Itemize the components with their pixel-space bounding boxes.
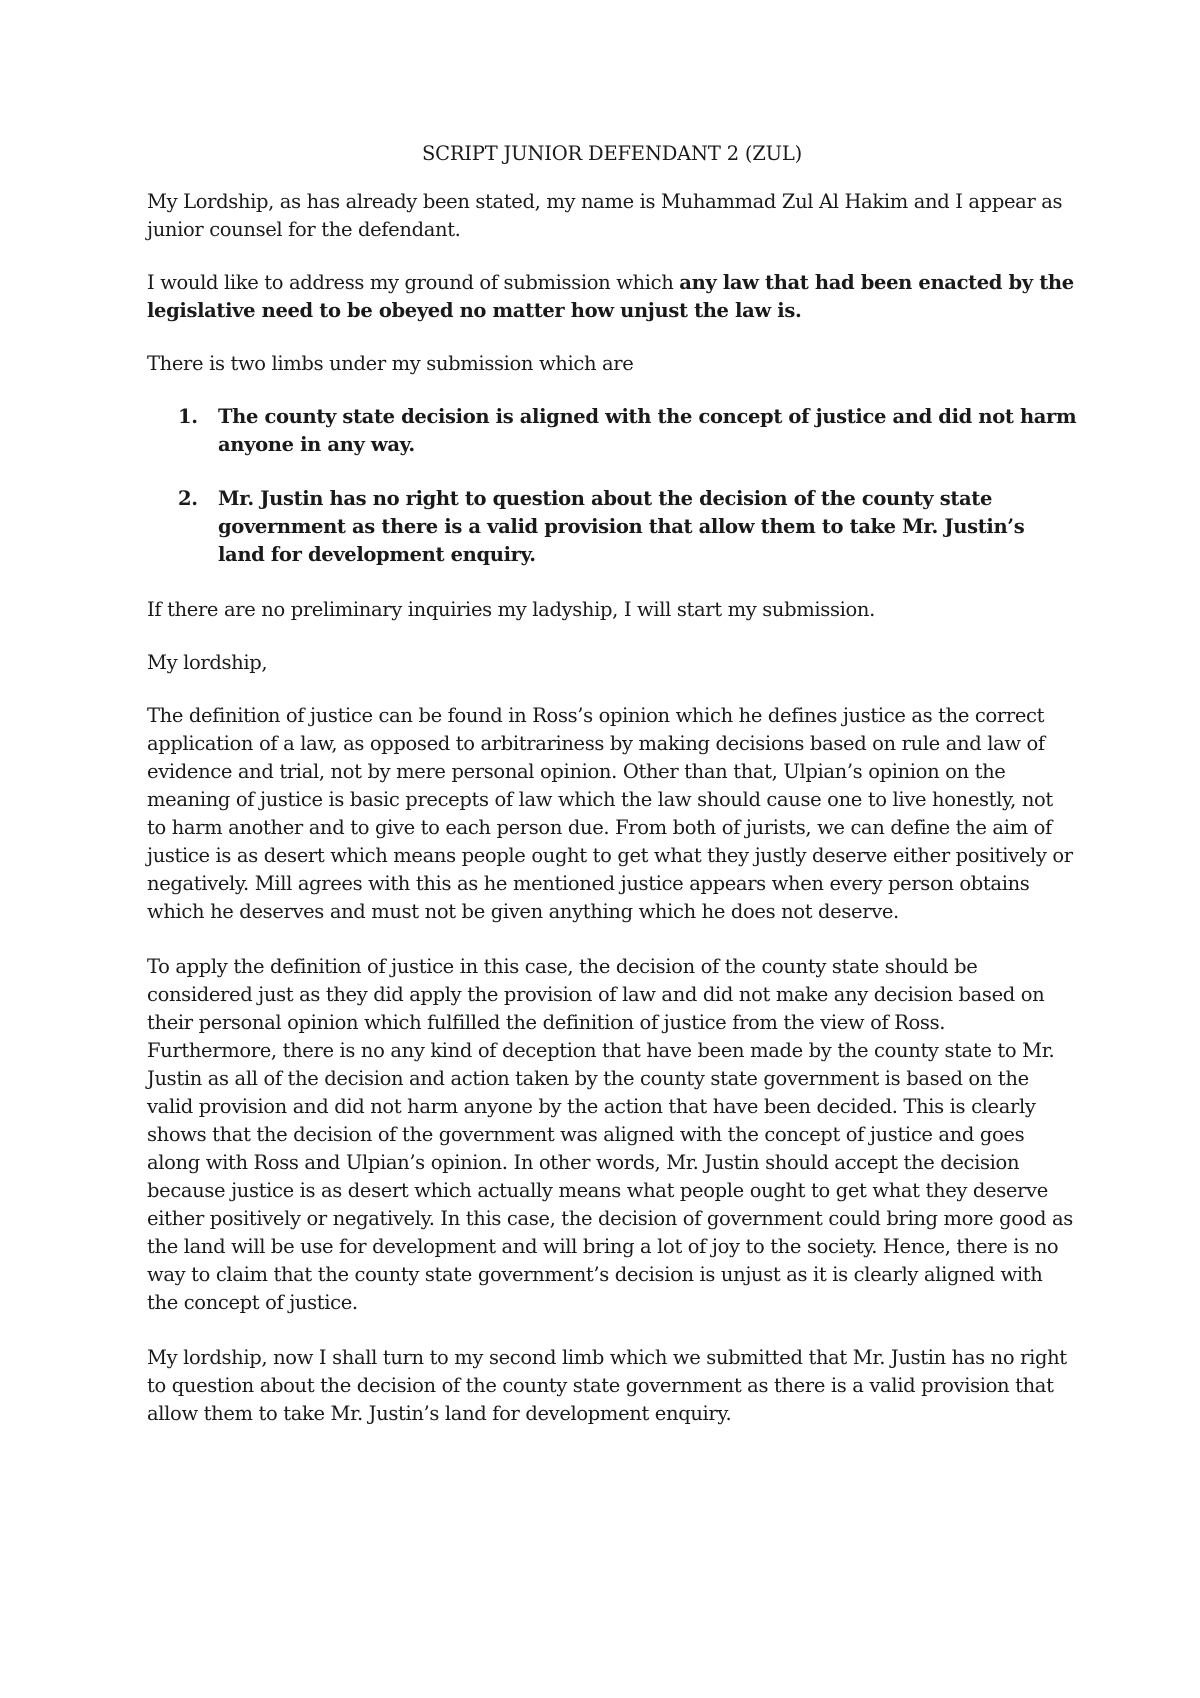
preliminary-paragraph: If there are no preliminary inquiries my ladyship, I will start my submission. <box>147 598 875 621</box>
intro-paragraph: My Lordship, as has already been stated, my name is Muhammad Zul Al Hakim and I appear as junior counsel for the defendant. <box>147 190 1063 241</box>
definition-paragraph: The definition of justice can be found in Ross’s opinion which he defines justice as the correct application of a law, as opposed to arbitrariness by making decisions based on rule and law of evidence and trial, not by mere personal opinion. Other than that, Ulpian’s opinion on the meaning of justice is basic precepts of law which the law should cause one to live honestly, not to harm another and to give to each person due. From both of jurists, we can define the aim of justice is as desert which means people ought to get what they justly deserve either positively or negatively. Mill agrees with this as he mentioned justice appears when every person obtains which he deserves and must not be given anything which he does not deserve. <box>147 704 1073 923</box>
limbs-intro-paragraph: There is two limbs under my submission which are <box>147 352 634 375</box>
limb-number: 2. <box>178 487 198 510</box>
limbs-list <box>147 403 1077 569</box>
document-page <box>147 140 1077 1453</box>
limb-item <box>147 485 1077 569</box>
second-limb-paragraph: My lordship, now I shall turn to my second limb which we submitted that Mr. Justin has no right to question about the decision of the county state government as there is a valid provision that allow them to take Mr. Justin’s land for development enquiry. <box>147 1346 1067 1425</box>
ground-lead-text: I would like to address my ground of submission which <box>147 271 680 294</box>
limb-item <box>147 403 1077 459</box>
limb-number: 1. <box>178 405 198 428</box>
application-paragraph: To apply the definition of justice in this case, the decision of the county state should be considered just as they did apply the provision of law and did not make any decision based on their personal opinion which fulfilled the definition of justice from the view of Ross. Furthermore, there is no any kind of deception that have been made by the county state to Mr. Justin as all of the decision and action taken by the county state government is based on the valid provision and did not harm anyone by the action that have been decided. This is clearly shows that the decision of the government was aligned with the concept of justice and goes along with Ross and Ulpian’s opinion. In other words, Mr. Justin should accept the decision because justice is as desert which actually means what people ought to get what they deserve either positively or negatively. In this case, the decision of government could bring more good as the land will be use for development and will bring a lot of joy to the society. Hence, there is no way to claim that the county state government’s decision is unjust as it is clearly aligned with the concept of justice. <box>147 955 1073 1314</box>
limb-text: Mr. Justin has no right to question about the decision of the county state government as there is a valid provision that allow them to take Mr. Justin’s land for development enquiry. <box>218 487 1025 566</box>
address-paragraph: My lordship, <box>147 651 268 674</box>
ground-paragraph <box>147 269 1077 325</box>
document-title: SCRIPT JUNIOR DEFENDANT 2 (ZUL) <box>421 142 803 165</box>
limb-text: The county state decision is aligned with the concept of justice and did not harm anyone in any way. <box>218 405 1077 456</box>
ground-bold-text: any law that had been enacted by the legislative need to be obeyed no matter how unjust the law is. <box>147 271 1074 322</box>
